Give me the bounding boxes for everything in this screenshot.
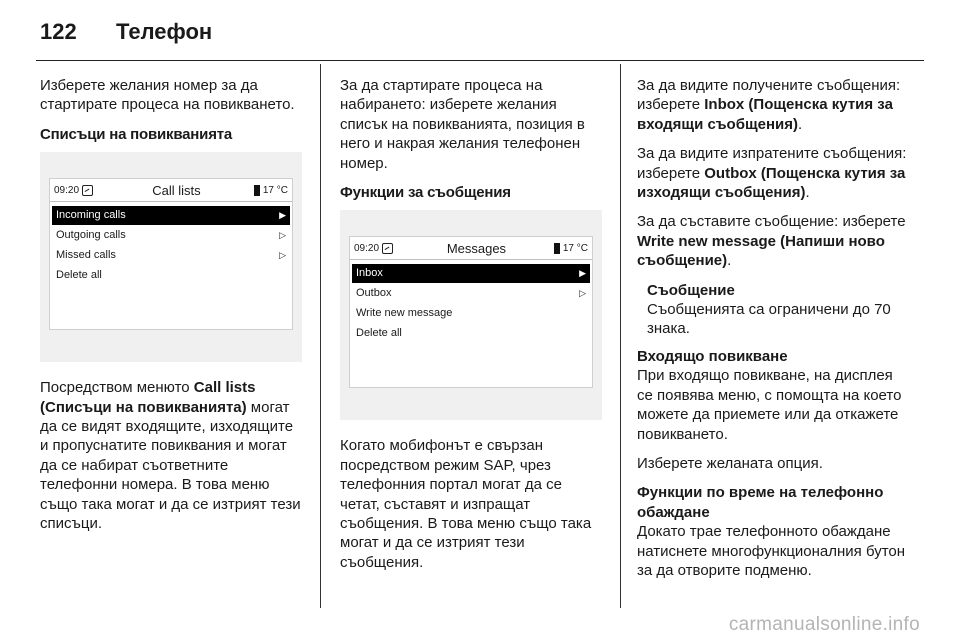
signal-icon — [254, 185, 260, 196]
chevron-right-icon: ▷ — [579, 288, 586, 299]
chevron-right-icon: ▶ — [579, 268, 586, 279]
page-title: Телефон — [116, 19, 213, 44]
header-rule — [36, 60, 924, 61]
call-lists-display — [49, 178, 293, 330]
menu-item-outgoing-calls[interactable]: Outgoing calls ▷ — [52, 226, 290, 245]
incoming-call-heading: Входящо повикване — [637, 347, 788, 365]
display-title: Messages — [446, 240, 507, 256]
during-call-heading: Функции по време на телефонно обаждане — [637, 484, 884, 521]
temperature: 17 °C — [562, 242, 588, 254]
during-call-text: Докато трае телефонното обаждане натиснете многофункционалния бутон за да отворите подменю. — [637, 523, 906, 579]
messages-screenshot — [340, 210, 602, 420]
temperature: 17 °C — [262, 184, 288, 196]
col2-paragraph: Когато мобифонът е свързан посредством режим SAP, чрез телефонния портал могат да се четат, съставят и изпращат съобщения. В това меню също така могат и да се изтрият тези съобщения. — [340, 437, 592, 571]
display-topbar — [350, 237, 592, 260]
display-topbar — [50, 179, 292, 202]
column-divider-1 — [320, 64, 321, 608]
column-3 — [637, 76, 907, 590]
note-block — [637, 281, 907, 339]
col1-paragraph: Посредством менюто Call lists (Списъци на повикванията) могат да се видят входящите, изходящите и пропуснатите повиквания и могат да се набират съответните телефонни номера. В това меню също така могат и да се изтрият тези списъци. — [40, 379, 301, 533]
messages-heading: Функции за съобщения — [340, 184, 511, 202]
inbox-paragraph: За да видите получените съобщения: изберете Inbox (Пощенска кутия за входящи съобщения). — [637, 77, 901, 133]
note-heading: Съобщение — [647, 281, 735, 299]
call-lists-menu — [50, 202, 292, 285]
page-number: 122 — [40, 19, 77, 44]
chevron-right-icon: ▶ — [279, 210, 286, 221]
column-2 — [340, 76, 605, 582]
col1-intro: Изберете желания номер за да стартирате процеса на повикването. — [40, 77, 295, 114]
menu-item-delete-all[interactable]: Delete all — [356, 327, 402, 340]
column-1 — [40, 76, 305, 543]
menu-item-incoming-calls[interactable]: Incoming calls ▶ — [52, 206, 290, 225]
clock: 09:20 — [354, 242, 380, 254]
display-title: Call lists — [152, 182, 201, 198]
outbox-paragraph: За да видите изпратените съобщения: изберете Outbox (Пощенска кутия за изходящи съобщения). — [637, 145, 907, 202]
column-divider-2 — [620, 64, 621, 608]
messages-menu — [350, 260, 592, 343]
write-message-paragraph: За да съставите съобщение: изберете Write new message (Напиши ново съобщение). — [637, 213, 906, 270]
signal-icon — [554, 243, 560, 254]
incoming-call-text-2: Изберете желаната опция. — [637, 454, 823, 472]
page-header — [40, 12, 212, 52]
phone-icon — [382, 243, 393, 254]
chevron-right-icon: ▷ — [279, 250, 286, 261]
chevron-right-icon: ▷ — [279, 230, 286, 241]
clock: 09:20 — [54, 184, 80, 196]
menu-item-missed-calls[interactable]: Missed calls ▷ — [52, 246, 290, 265]
call-lists-heading: Списъци на повикванията — [40, 125, 233, 143]
col2-intro: За да стартирате процеса на набирането: изберете желания списък на повикванията, позиция в него и накрая желания телефонен номер. — [340, 77, 585, 172]
phone-icon — [82, 185, 93, 196]
messages-display — [349, 236, 593, 388]
watermark: carmanualsonline.info — [728, 614, 920, 635]
note-text: Съобщенията са ограничени до 70 знака. — [647, 301, 891, 338]
menu-item-inbox[interactable]: Inbox ▶ — [352, 264, 590, 283]
incoming-call-text: При входящо повикване, на дисплея се появява меню, с помощта на което можете да приемете или да откажете повикването. — [637, 367, 902, 443]
menu-item-delete-all[interactable]: Delete all — [56, 269, 102, 282]
menu-item-write-new-message[interactable]: Write new message — [356, 307, 453, 320]
call-lists-screenshot — [40, 152, 302, 362]
menu-item-outbox[interactable]: Outbox ▷ — [352, 284, 590, 303]
